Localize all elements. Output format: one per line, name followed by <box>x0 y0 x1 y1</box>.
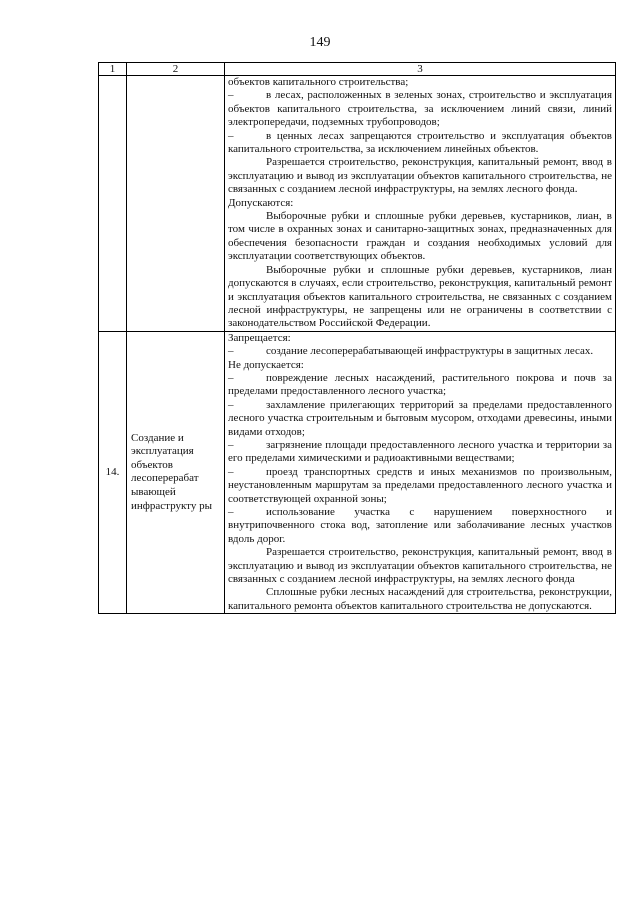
row-content-cell <box>225 331 616 614</box>
paragraph: объектов капитального строительства; <box>228 76 409 88</box>
header-col-3: 3 <box>225 63 616 76</box>
dash-item-text: в лесах, расположенных в зеленых зонах, строительство и эксплуатация объектов капитального строительства, за исключением линий связи, линий электропередачи, подземных трубопроводов; <box>228 89 612 129</box>
dash-item <box>228 89 612 129</box>
dash-item-text: в ценных лесах запрещаются строительство и эксплуатация объектов капитального строительства, за исключением линейных объектов. <box>228 129 612 156</box>
dash-item <box>228 506 612 546</box>
dash-symbol: – <box>228 465 234 478</box>
paragraph: Выборочные рубки и сплошные рубки деревьев, кустарников, лиан, в том числе в охранных зонах и санитарно-защитных зонах, предназначенных для обеспечения безопасности граждан и создания необходимых условий для эксплуатации соответствующих объектов. <box>228 210 612 263</box>
dash-symbol: – <box>228 506 234 518</box>
header-col-1: 1 <box>99 63 127 76</box>
dash-symbol: – <box>228 129 234 142</box>
paragraph: Разрешается строительство, реконструкция, капитальный ремонт, ввод в эксплуатацию и вывод из эксплуатации объектов капитального строительства, не связанных с созданием лесной инфраструктуры, на землях лесного фонда <box>228 546 612 586</box>
table-header-row <box>99 63 616 76</box>
paragraph: Запрещается: <box>228 331 291 344</box>
dash-symbol: – <box>228 398 234 411</box>
row-number-cell: 14. <box>99 331 127 614</box>
dash-item <box>228 372 612 399</box>
dash-item-text: проезд транспортных средств и иных механизмов по произвольным, неустановленным маршрутам за пределами предоставленного лесного участка и соответствующей охранной зоны; <box>228 465 612 505</box>
row-content-cell <box>225 76 616 332</box>
dash-item-text: использование участка с нарушением поверхностного и внутрипочвенного стока вод, затопление или заболачивание лесных участков вдоль дорог. <box>228 506 612 545</box>
row-number-cell <box>99 76 127 332</box>
paragraph: Выборочные рубки и сплошные рубки деревьев, кустарников, лиан допускаются в случаях, если строительство, реконструкция, капитальный ремонт и эксплуатация объектов капитального строительства, не связанных с созданием лесной инфраструктуры, не запрещены или не ограничены в соответствии с законодательством Российской Федерации. <box>228 263 612 330</box>
dash-item-text: повреждение лесных насаждений, растительного покрова и почв за пределами предоставленного лесного участка; <box>228 371 612 398</box>
dash-symbol: – <box>228 371 234 384</box>
dash-symbol: – <box>228 438 234 451</box>
dash-item <box>228 466 612 506</box>
dash-item-text: создание лесоперерабатывающей инфраструктуры в защитных лесах. <box>266 345 594 358</box>
row-name-cell: Создание и эксплуатация объектов лесоперерабат ывающей инфраструкту ры <box>127 331 225 614</box>
dash-item <box>228 439 612 466</box>
dash-item-text: захламление прилегающих территорий за пределами предоставленного лесного участка строительным и бытовым мусором, отходами древесины, иными видами отходов; <box>228 398 612 438</box>
paragraph: Допускаются: <box>228 196 294 209</box>
paragraph: Сплошные рубки лесных насаждений для строительства, реконструкции, капитального ремонта объектов капитального строительства не допускаются. <box>228 586 612 612</box>
paragraph: Разрешается строительство, реконструкция, капитальный ремонт, ввод в эксплуатацию и вывод из эксплуатации объектов капитального строительства, не связанных с созданием лесной инфраструктуры, на землях лесного фонда. <box>228 156 612 196</box>
dash-item <box>228 345 612 358</box>
dash-item <box>228 130 612 157</box>
regulations-table <box>98 62 616 614</box>
table-row-14 <box>99 331 616 614</box>
dash-item <box>228 399 612 439</box>
table-row-continuation <box>99 76 616 332</box>
dash-symbol: – <box>228 89 234 102</box>
dash-symbol: – <box>228 345 234 358</box>
paragraph: Не допускается: <box>228 358 304 371</box>
header-col-2: 2 <box>127 63 225 76</box>
page-number: 149 <box>309 35 331 50</box>
row-name-cell <box>127 76 225 332</box>
dash-item-text: загрязнение площади предоставленного лесного участка и территории за его пределами химическими и радиоактивными веществами; <box>228 438 612 465</box>
